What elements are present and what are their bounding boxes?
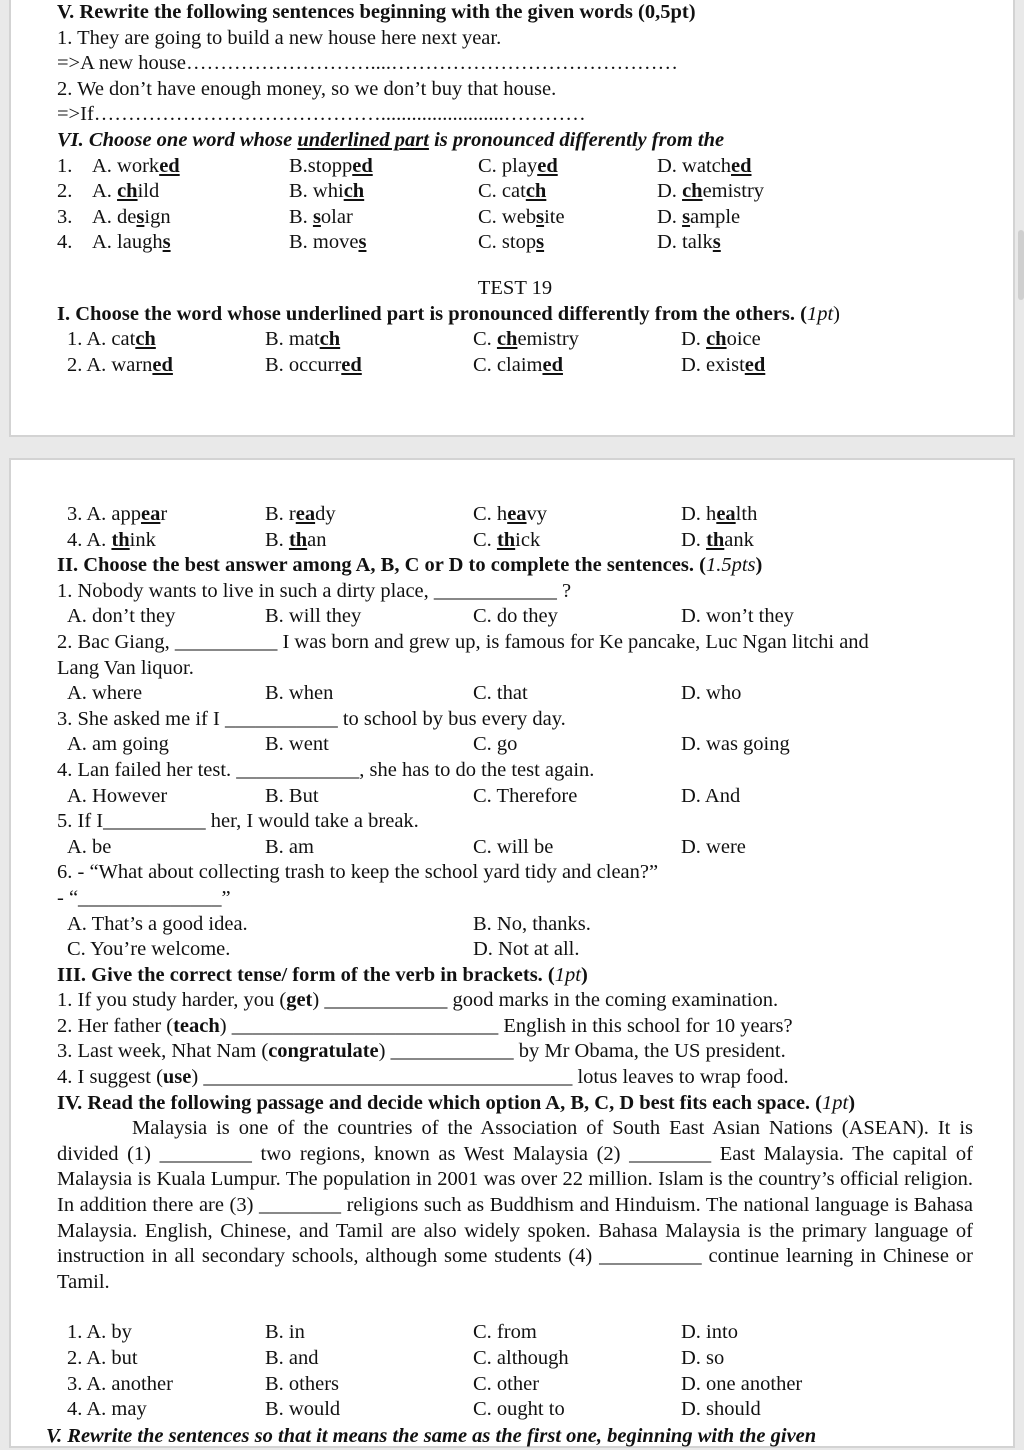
option-a: A. child (92, 180, 160, 203)
sec6-options (57, 154, 973, 256)
underlined-part: ch (117, 180, 138, 203)
q6-option-b: B. No, thanks. (473, 912, 591, 935)
option-d: D. so (681, 1347, 725, 1369)
option-b: B. than (265, 528, 327, 551)
sec5-question-2: 2. We don’t have enough money, so we don’t buy that house. (57, 77, 557, 100)
q5-options (57, 835, 973, 861)
option-a: A. design (92, 205, 171, 228)
sec4-option-row (57, 1346, 973, 1372)
option-a: A. where (67, 682, 143, 705)
q6-option-a: A. That’s a good idea. (67, 912, 248, 935)
sec5-answer-2: =>If……………………………………........................………… (57, 103, 586, 126)
sec1-options-a (57, 327, 973, 378)
option-c: C. will be (473, 835, 554, 858)
underlined-part: s (136, 205, 145, 228)
underlined-part: ch (525, 180, 547, 203)
sec3-q1: 1. If you study harder, you (get) ____________ good marks in the coming examination. (57, 989, 779, 1012)
q5-stem: 5. If I__________ her, I would take a break. (57, 810, 419, 833)
underlined-part: s (358, 231, 367, 254)
q6-options-row2 (57, 937, 973, 963)
option-c: C. Therefore (473, 784, 578, 807)
sec1-options-b (57, 502, 973, 553)
option-d: D. was going (681, 733, 790, 756)
underlined-part: ch (343, 180, 365, 203)
option-b: B. and (265, 1347, 319, 1369)
sec5-question-1: 1. They are going to build a new house here next year. (57, 26, 502, 49)
section-i-title: I. Choose the word whose underlined part is pronounced differently from the others. (1pt) (57, 302, 840, 325)
option-row (57, 230, 973, 256)
underlined-part: s (536, 231, 545, 254)
q4-stem: 4. Lan failed her test. ____________, she has to do the test again. (57, 758, 595, 781)
option-c: C. go (473, 733, 518, 756)
option-d: D. into (681, 1321, 738, 1344)
option-d: D. should (681, 1398, 761, 1421)
underlined-part: ea (295, 503, 316, 525)
option-a: A. laughs (92, 231, 171, 254)
option-d: D. sample (657, 205, 741, 228)
option-c: C. although (473, 1347, 569, 1369)
option-b: B. would (265, 1398, 341, 1421)
underlined-part: s (536, 205, 545, 228)
option-a: A. don’t they (67, 605, 176, 628)
option-c: C. stops (478, 231, 545, 254)
option-c: C. ought to (473, 1398, 565, 1421)
option-c: C. website (478, 205, 565, 228)
underlined-part: s (712, 231, 721, 254)
option-d: D. existed (681, 353, 766, 376)
underlined-part: ed (542, 353, 563, 376)
option-a: 1. A. by (67, 1321, 132, 1344)
underlined-part: th (111, 528, 130, 551)
option-b: B. others (265, 1372, 340, 1395)
q1-stem: 1. Nobody wants to live in such a dirty place, ____________ ? (57, 579, 572, 602)
underlined-part: s (312, 205, 321, 228)
sec4-option-row (57, 1320, 973, 1346)
option-row (57, 502, 973, 528)
option-c: C. that (473, 682, 528, 705)
underlined-part: ch (682, 180, 703, 203)
underlined-part: s (682, 205, 691, 228)
option-row (57, 327, 973, 353)
option-b: B.stopped (289, 154, 373, 177)
section-v-title: V. Rewrite the following sentences beginning with the given words (0,5pt) (57, 1, 696, 23)
option-a: A. be (67, 835, 112, 858)
underlined-part: th (288, 528, 308, 551)
underlined-part: ch (496, 328, 518, 351)
option-d: D. And (681, 784, 741, 807)
option-d: D. watched (657, 154, 752, 177)
option-c: C. do they (473, 605, 558, 628)
option-d: D. talks (657, 231, 721, 254)
q2-options (57, 681, 973, 707)
option-b: B. went (265, 733, 329, 756)
underlined-part: ed (731, 154, 752, 177)
option-c: C. chemistry (473, 328, 579, 351)
option-b: B. occurred (265, 353, 362, 376)
option-b: B. in (265, 1321, 305, 1344)
underlined-part: ed (537, 154, 558, 177)
option-b: B. But (265, 784, 319, 807)
option-d: D. chemistry (657, 180, 765, 203)
sec3-q4: 4. I suggest (use) ____________________________________ lotus leaves to wrap food. (57, 1066, 789, 1089)
option-c: C. other (473, 1372, 540, 1395)
option-c: C. heavy (473, 503, 548, 525)
option-c: C. claimed (473, 353, 563, 376)
option-d: D. health (681, 503, 758, 525)
q3-options (57, 732, 973, 758)
option-a: A. However (67, 784, 168, 807)
underlined-part: ed (152, 353, 173, 376)
underlined-part: ed (341, 353, 362, 376)
q1-options (57, 604, 973, 630)
q6-option-c: C. You’re welcome. (67, 938, 231, 961)
option-c: C. from (473, 1321, 537, 1344)
option-d: D. won’t they (681, 605, 794, 628)
option-a: 2. A. but (67, 1347, 138, 1369)
question-number: 3. (57, 205, 73, 228)
option-row (57, 154, 973, 180)
option-b: B. am (265, 835, 314, 858)
option-b: B. will they (265, 605, 362, 628)
option-c: C. played (478, 154, 558, 177)
option-d: D. thank (681, 528, 754, 551)
underlined-part: ch (135, 328, 156, 351)
sec4-option-row (57, 1372, 973, 1398)
option-d: D. choice (681, 328, 761, 351)
option-row (57, 179, 973, 205)
option-d: D. one another (681, 1372, 803, 1395)
section-iii-title: III. Give the correct tense/ form of the verb in brackets. (1pt) (57, 963, 588, 986)
q6-stem: 6. - “What about collecting trash to keep the school yard tidy and clean?” (57, 861, 659, 884)
underlined-part: s (162, 231, 171, 254)
option-b: B. when (265, 682, 334, 705)
underlined-part: ea (716, 503, 736, 525)
sec3-q3: 3. Last week, Nhat Nam (congratulate) ____________ by Mr Obama, the US president. (57, 1040, 786, 1063)
q3-stem: 3. She asked me if I ___________ to school by bus every day. (57, 707, 566, 730)
page-2-content (57, 502, 973, 1423)
q2-stem-line2: Lang Van liquor. (57, 656, 194, 679)
underlined-part: ed (744, 353, 766, 376)
option-c: C. thick (473, 528, 541, 551)
option-b: B. solar (289, 205, 353, 228)
option-a: 2. A. warned (67, 353, 173, 376)
option-b: B. match (265, 328, 341, 351)
underlined-part: ch (319, 328, 341, 351)
q6-option-d: D. Not at all. (473, 938, 580, 961)
q2-stem-line1: 2. Bac Giang, __________ I was born and grew up, is famous for Ke pancake, Luc Ngan litchi and (57, 630, 869, 653)
option-b: B. which (289, 180, 365, 203)
sec3-q2: 2. Her father (teach) __________________________ English in this school for 10 years? (57, 1014, 793, 1037)
option-row (57, 353, 973, 379)
q6-reply: - “______________” (57, 886, 231, 909)
underlined-part: ea (141, 503, 161, 525)
option-a: A. worked (92, 154, 180, 177)
option-a: A. am going (67, 733, 169, 756)
underlined-part: th (706, 528, 725, 551)
underlined-part: th (496, 528, 516, 551)
option-b: B. moves (289, 231, 367, 254)
option-row (57, 528, 973, 554)
underlined-part: ch (706, 328, 727, 351)
sec5-answer-1: =>A new house………………………....…………………………………… (57, 52, 679, 75)
sec4-option-row (57, 1397, 973, 1423)
worksheet-page-1 (9, 0, 1015, 437)
page-edge-shadow (1018, 230, 1024, 300)
test-title: TEST 19 (477, 276, 553, 299)
option-a: 1. A. catch (67, 328, 156, 351)
reading-passage: Malaysia is one of the countries of the Association of South East Asian Nations (ASEAN). It is divided (1) _________ two regions, known as West Malaysia (2) ________ East Malaysia. The capital of Malaysia is Kuala Lumpur. The population in 2001 was over 22 million. Islam is the country’s official religion. In addition there are (3) ________ religions such as Buddhism and Hinduism. The national language is Bahasa Malaysia. English, Chinese, and Tamil are also widely spoken. Bahasa Malaysia is the primary language of instruction in all secondary schools, although some students (4) __________ continue learning in Chinese or Tamil. (57, 1117, 973, 1293)
worksheet-page-2 (9, 458, 1015, 1448)
option-d: D. who (681, 682, 742, 705)
question-number: 2. (57, 180, 73, 203)
q6-options-row1 (57, 912, 973, 938)
question-number: 4. (57, 231, 73, 254)
underlined-part: ed (159, 154, 180, 177)
sec4-options (57, 1320, 973, 1422)
option-a: 3. A. appear (67, 503, 168, 525)
cutoff-section-title: V. Rewrite the sentences so that it means the same as the first one, beginning with the given (46, 1425, 817, 1447)
option-c: C. catch (478, 180, 547, 203)
option-b: B. ready (265, 503, 336, 525)
option-d: D. were (681, 835, 746, 858)
page-1-content (57, 0, 973, 378)
option-row (57, 205, 973, 231)
option-a: 4. A. think (67, 528, 156, 551)
underlined-part: ea (507, 503, 527, 525)
section-iv-title: IV. Read the following passage and decide which option A, B, C, D best fits each space. (1pt) (57, 1091, 856, 1114)
underlined-part: ed (352, 154, 373, 177)
option-a: 4. A. may (67, 1398, 147, 1421)
section-ii-title: II. Choose the best answer among A, B, C or D to complete the sentences. (1.5pts) (57, 554, 763, 577)
option-a: 3. A. another (67, 1372, 173, 1395)
q4-options (57, 784, 973, 810)
section-vi-title: VI. Choose one word whose underlined part is pronounced differently from the (57, 128, 725, 151)
question-number: 1. (57, 154, 73, 177)
